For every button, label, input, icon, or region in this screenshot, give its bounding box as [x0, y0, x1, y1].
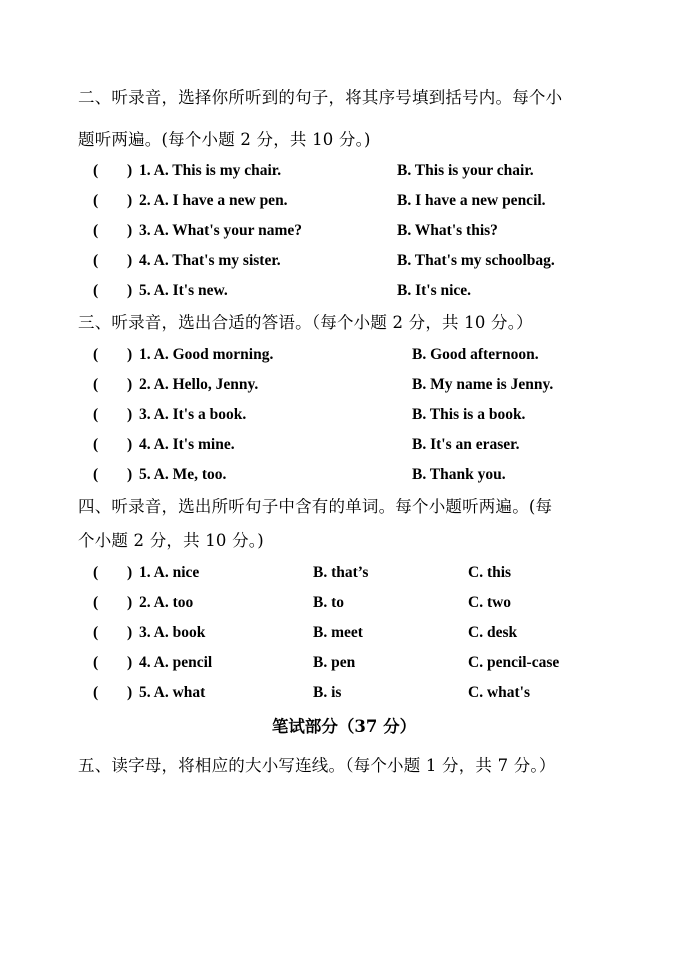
- answer-paren-close: ): [127, 346, 133, 363]
- answer-paren-open[interactable]: (: [93, 162, 99, 179]
- answer-paren-open[interactable]: (: [93, 436, 99, 453]
- answer-paren-open[interactable]: (: [93, 346, 99, 363]
- section3-question-3: [0, 404, 688, 426]
- answer-paren-close: ): [127, 654, 133, 671]
- answer-paren-close: ): [127, 222, 133, 239]
- section2-question-1: [0, 160, 688, 182]
- answer-paren-open[interactable]: (: [93, 594, 99, 611]
- answer-paren-open[interactable]: (: [93, 222, 99, 239]
- section2-heading-line1: 二、听录音，选择你所听到的句子，将其序号填到括号内。每个小: [78, 88, 563, 107]
- section3-question-2: [0, 374, 688, 396]
- option-b: B. It's nice.: [397, 282, 472, 299]
- option-b: B. pen: [313, 654, 356, 671]
- option-a: 2. A. too: [139, 594, 194, 611]
- answer-paren-open[interactable]: (: [93, 466, 99, 483]
- section2-question-3: [0, 220, 688, 242]
- option-a: 1. A. Good morning.: [139, 346, 274, 363]
- section2-question-2: [0, 190, 688, 212]
- option-b: B. to: [313, 594, 344, 611]
- option-c: C. what's: [468, 684, 531, 701]
- section3-question-1: [0, 344, 688, 366]
- option-b: B. that’s: [313, 564, 369, 581]
- option-a: 5. A. Me, too.: [139, 466, 227, 483]
- option-b: B. That's my schoolbag.: [397, 252, 555, 269]
- option-c: C. this: [468, 564, 512, 581]
- section3-question-5: [0, 464, 688, 486]
- answer-paren-open[interactable]: (: [93, 654, 99, 671]
- answer-paren-close: ): [127, 436, 133, 453]
- option-a: 3. A. book: [139, 624, 206, 641]
- section4-question-5: [0, 682, 688, 704]
- answer-paren-open[interactable]: (: [93, 282, 99, 299]
- answer-paren-close: ): [127, 192, 133, 209]
- option-b: B. I have a new pencil.: [397, 192, 546, 209]
- option-a: 4. A. pencil: [139, 654, 213, 671]
- option-b: B. is: [313, 684, 342, 701]
- option-a: 3. A. What's your name?: [139, 222, 303, 239]
- section4-question-3: [0, 622, 688, 644]
- answer-paren-open[interactable]: (: [93, 376, 99, 393]
- option-a: 2. A. Hello, Jenny.: [139, 376, 259, 393]
- answer-paren-open[interactable]: (: [93, 406, 99, 423]
- answer-paren-close: ): [127, 564, 133, 581]
- answer-paren-open[interactable]: (: [93, 624, 99, 641]
- answer-paren-close: ): [127, 282, 133, 299]
- section3-question-4: [0, 434, 688, 456]
- option-c: C. desk: [468, 624, 518, 641]
- section5-heading: 五、读字母，将相应的大小写连线。（每个小题 1 分，共 7 分。）: [78, 756, 556, 775]
- option-a: 5. A. what: [139, 684, 206, 701]
- answer-paren-open[interactable]: (: [93, 252, 99, 269]
- option-b: B. It's an eraser.: [412, 436, 520, 453]
- option-b: B. meet: [313, 624, 363, 641]
- option-b: B. What's this?: [397, 222, 498, 239]
- answer-paren-close: ): [127, 406, 133, 423]
- option-a: 4. A. That's my sister.: [139, 252, 281, 269]
- option-b: B. Thank you.: [412, 466, 506, 483]
- option-a: 4. A. It's mine.: [139, 436, 235, 453]
- section2-question-4: [0, 250, 688, 272]
- answer-paren-close: ): [127, 252, 133, 269]
- answer-paren-open[interactable]: (: [93, 684, 99, 701]
- section4-heading-line2: 个小题 2 分，共 10 分。): [78, 531, 264, 550]
- option-a: 3. A. It's a book.: [139, 406, 247, 423]
- option-b: B. Good afternoon.: [412, 346, 539, 363]
- answer-paren-close: ): [127, 376, 133, 393]
- section4-question-1: [0, 562, 688, 584]
- section4-question-4: [0, 652, 688, 674]
- option-a: 2. A. I have a new pen.: [139, 192, 288, 209]
- answer-paren-close: ): [127, 466, 133, 483]
- section4-heading-line1: 四、听录音，选出所听句子中含有的单词。每个小题听两遍。(每: [78, 497, 553, 516]
- section4-question-2: [0, 592, 688, 614]
- answer-paren-close: ): [127, 162, 133, 179]
- written-part-title: 笔试部分（37 分）: [271, 717, 417, 736]
- answer-paren-close: ): [127, 594, 133, 611]
- option-a: 5. A. It's new.: [139, 282, 228, 299]
- section2-question-5: [0, 280, 688, 302]
- option-a: 1. A. This is my chair.: [139, 162, 282, 179]
- option-c: C. pencil-case: [468, 654, 560, 671]
- option-a: 1. A. nice: [139, 564, 200, 581]
- answer-paren-open[interactable]: (: [93, 564, 99, 581]
- option-c: C. two: [468, 594, 512, 611]
- section3-heading: 三、听录音，选出合适的答语。（每个小题 2 分，共 10 分。）: [78, 313, 533, 332]
- section2-heading-line2: 题听两遍。(每个小题 2 分，共 10 分。): [78, 130, 371, 149]
- option-b: B. My name is Jenny.: [412, 376, 554, 393]
- option-b: B. This is a book.: [412, 406, 526, 423]
- option-b: B. This is your chair.: [397, 162, 534, 179]
- answer-paren-close: ): [127, 684, 133, 701]
- answer-paren-close: ): [127, 624, 133, 641]
- answer-paren-open[interactable]: (: [93, 192, 99, 209]
